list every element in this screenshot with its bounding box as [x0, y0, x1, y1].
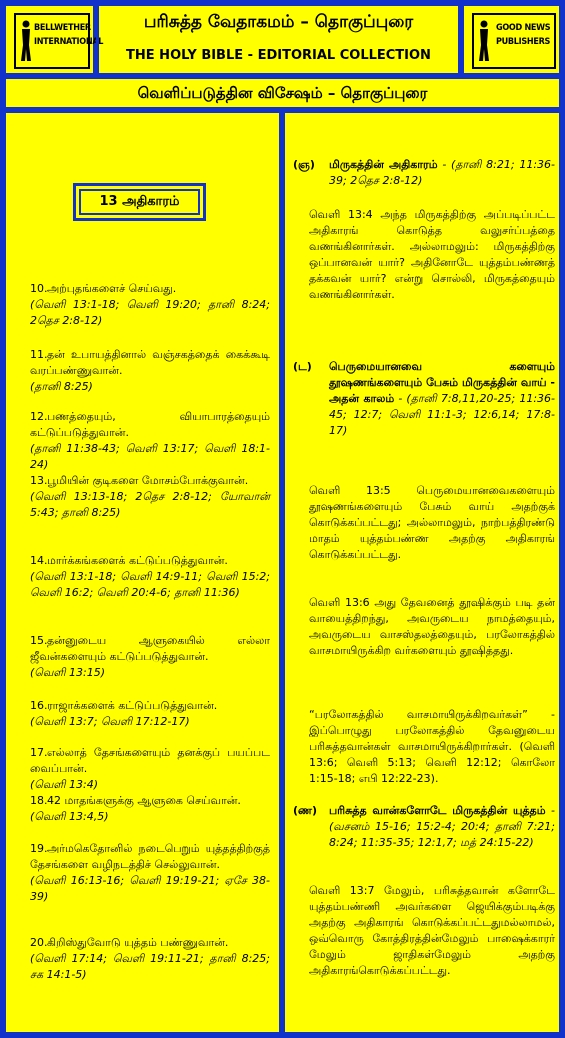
item-ref: (வெளி 13:1-18; வெளி 19:20; தானி 8:24; 2தெச 2:8-12) [30, 298, 270, 327]
title-tamil: பரிசுத்த வேதாகமம் – தொகுப்புரை [143, 12, 414, 32]
item-ref: (வெளி 13:13-18; 2தெச 2:8-12; யோவான் 5:43; தானி 8:25) [30, 490, 270, 519]
section-ref: - (தானி 8:21; 11:36-39; 2தெச 2:8-12) [329, 158, 555, 187]
title-panel [96, 3, 461, 76]
figure-icon [477, 19, 491, 63]
title-english: THE HOLY BIBLE - EDITORIAL COLLECTION [126, 48, 431, 63]
item-number: 17. [30, 746, 48, 759]
item-number: 15. [30, 634, 48, 647]
list-item [30, 793, 270, 825]
item-ref: (வெளி 13:1-18; வெளி 14:9-11; வெளி 15:2; வெளி 16:2; வெளி 20:4-6; தானி 11:36) [30, 570, 270, 599]
left-column [3, 110, 282, 1035]
item-ref: (தானி 8:25) [30, 380, 93, 393]
right-logo-panel [461, 3, 562, 76]
list-item [30, 473, 270, 521]
section-label: (ட) [293, 360, 312, 373]
verse-paragraph: வெளி 13:5 பெருமையானவைகளையும் தூஷணங்களையும் பேசும் வாய் அதற்குக் கொடுக்கப்பட்டது; அல்லாமலும், நாற்பத்திரண்டு மாதம் யுத்தம்பண்ண அதற்கு அதிகாரங் கொடுக்கப்பட்டது. [309, 484, 555, 561]
section-label: (ண) [293, 804, 318, 817]
verse-paragraph: வெளி 13:4 அந்த மிருகத்திற்கு அப்படிப்பட்ட அதிகாரங் கொடுத்த வலுசர்ப்பத்தை வணங்கினார்கள். அல்லாமலும்: மிருகத்திற்கு ஒப்பானவன் யார்? அதினோடே யுத்தம்பண்ணத் தக்கவன் யார்? என்று சொல்லி, மிருகத்தையும் வணங்கினார்கள். [309, 208, 555, 301]
item-ref: (வெளி 13:7; வெளி 17:12-17) [30, 715, 190, 728]
section-heading [293, 803, 555, 851]
section-heading [293, 359, 555, 439]
logo-line: PUBLISHERS [496, 37, 551, 47]
item-text: ராஜாக்களைக் கட்டுப்படுத்துவான். [47, 699, 218, 712]
item-text: அர்மகெதோனில் நடைபெறும் யுத்தத்திற்குத் தேசங்களை வழிநடத்திச் செல்லுவான். [30, 842, 270, 871]
item-ref: (வெளி 13:4,5) [30, 810, 109, 823]
list-item [30, 553, 270, 601]
list-item [30, 745, 270, 793]
section-ref: - (வசனம் 15-16; 15:2-4; 20:4; தானி 7:21; 8:24; 11:35-35; 12:1,7; மத் 24:15-22) [329, 804, 556, 849]
bellwether-logo [14, 13, 104, 69]
item-number: 19. [30, 842, 48, 855]
item-text: எல்லாத் தேசங்களையும் தனக்குப் பயப்பட வைப்பான். [30, 746, 270, 775]
item-number: 12. [30, 410, 48, 423]
item-ref: (வெளி 13:15) [30, 666, 106, 679]
verse-paragraph: வெளி 13:7 மேலும், பரிசுத்தவான் களோடே யுத்தம்பண்ணி அவர்களை ஜெயிக்கும்படிக்கு அதற்கு அதிகாரங் கொடுக்கப்பட்டதுமல்லாமல், ஒவ்வொரு கோத்திரத்தின்மேலும் பாஷைக்காரர் மேலும் ஜாதிகள்மேலும் அதற்கு அதிகாரங்கொடுக்கப்பட்டது. [309, 884, 555, 977]
item-text: 42 மாதங்களுக்கு ஆளுகை செய்வான். [47, 794, 241, 807]
list-item [30, 935, 270, 983]
logo-line: INTERNATIONAL [34, 37, 104, 47]
item-ref: (வெளி 16:13-16; வெளி 19:19-21; ஏசே 38-39) [30, 874, 270, 903]
left-logo-panel [3, 3, 104, 76]
section-title-text: பரிசுத்த வான்களோடே மிருகத்தின் யுத்தம் [329, 804, 546, 817]
list-item [30, 281, 270, 329]
item-ref: (தானி 11:38-43; வெளி 13:17; வெளி 18:1-24) [30, 442, 270, 471]
section-heading [293, 157, 555, 189]
section-title: வெளிப்படுத்தின விசேஷம் – தொகுப்புரை [3, 76, 562, 110]
item-number: 13. [30, 474, 48, 487]
item-text: கிறிஸ்துவோடு யுத்தம் பண்ணுவான். [47, 936, 229, 949]
item-text: பணத்தையும், வியாபாரத்தையும் கட்டுப்படுத்துவான். [30, 410, 270, 439]
list-item [30, 698, 270, 730]
item-text: மார்க்கங்களைக் கட்டுப்படுத்துவான். [47, 554, 228, 567]
verse-paragraph: வெளி 13:6 அது தேவனைத் தூஷிக்கும் படி தன் வாயைத்திறந்து, அவருடைய நாமத்தையும், அவருடைய வாசஸ்தலத்தையும், பரலோகத்தில் வாசமாயிருக்கிற வர்களையும் தூஷித்தது. [309, 596, 555, 657]
list-item [30, 841, 270, 905]
list-item [30, 409, 270, 473]
item-number: 16. [30, 699, 48, 712]
item-number: 18. [30, 794, 48, 807]
list-item [30, 633, 270, 681]
item-number: 11. [30, 348, 48, 361]
item-ref: (வெளி 13:4) [30, 778, 99, 791]
item-text: அற்புதங்களைச் செய்வது. [47, 282, 177, 295]
right-column [282, 110, 562, 1035]
chapter-label: 13 அதிகாரம் [73, 183, 206, 221]
good-news-logo [472, 13, 556, 69]
section-title-text: பெருமையானவை களையும் தூஷணங்களையும் பேசும் மிருகத்தின் வாய் - அதன் காலம் [329, 360, 555, 405]
item-number: 14. [30, 554, 48, 567]
item-text: தன் உபாயத்தினால் வஞ்சகத்தைக் கைக்கூடி வரப்பண்ணுவான். [30, 348, 270, 377]
item-ref: (வெளி 17:14; வெளி 19:11-21; தானி 8:25; சக 14:1-5) [30, 952, 270, 981]
item-text: தன்னுடைய ஆளுகையில் எல்லா ஜீவன்களையும் கட்டுப்படுத்துவான். [30, 634, 270, 663]
list-item [30, 347, 270, 395]
item-number: 20. [30, 936, 48, 949]
verse-paragraph: “பரலோகத்தில் வாசமாயிருக்கிறவர்கள்” - இப்பொழுது பரலோகத்தில் தேவனுடைய பரிசுத்தவான்கள் வாசமாயிருக்கிறார்கள். (வெளி 13:6; வெளி 5:13; வெளி 12:12; கொலோ 1:15-18; எபி 12:22-23). [309, 708, 555, 785]
item-number: 10. [30, 282, 48, 295]
section-label: (ஞ) [293, 158, 315, 171]
logo-line: BELLWETHER [34, 23, 91, 33]
item-text: பூமியின் குடிகளை மோசம்போக்குவான். [47, 474, 249, 487]
logo-line: GOOD NEWS [496, 23, 551, 33]
figure-icon [19, 19, 33, 63]
section-ref: - (தானி 7:8,11,20-25; 11:36-45; 12:7; வெளி 11:1-3; 12:6,14; 17:8-17) [329, 392, 555, 437]
section-title-text: மிருகத்தின் அதிகாரம் [329, 158, 438, 171]
